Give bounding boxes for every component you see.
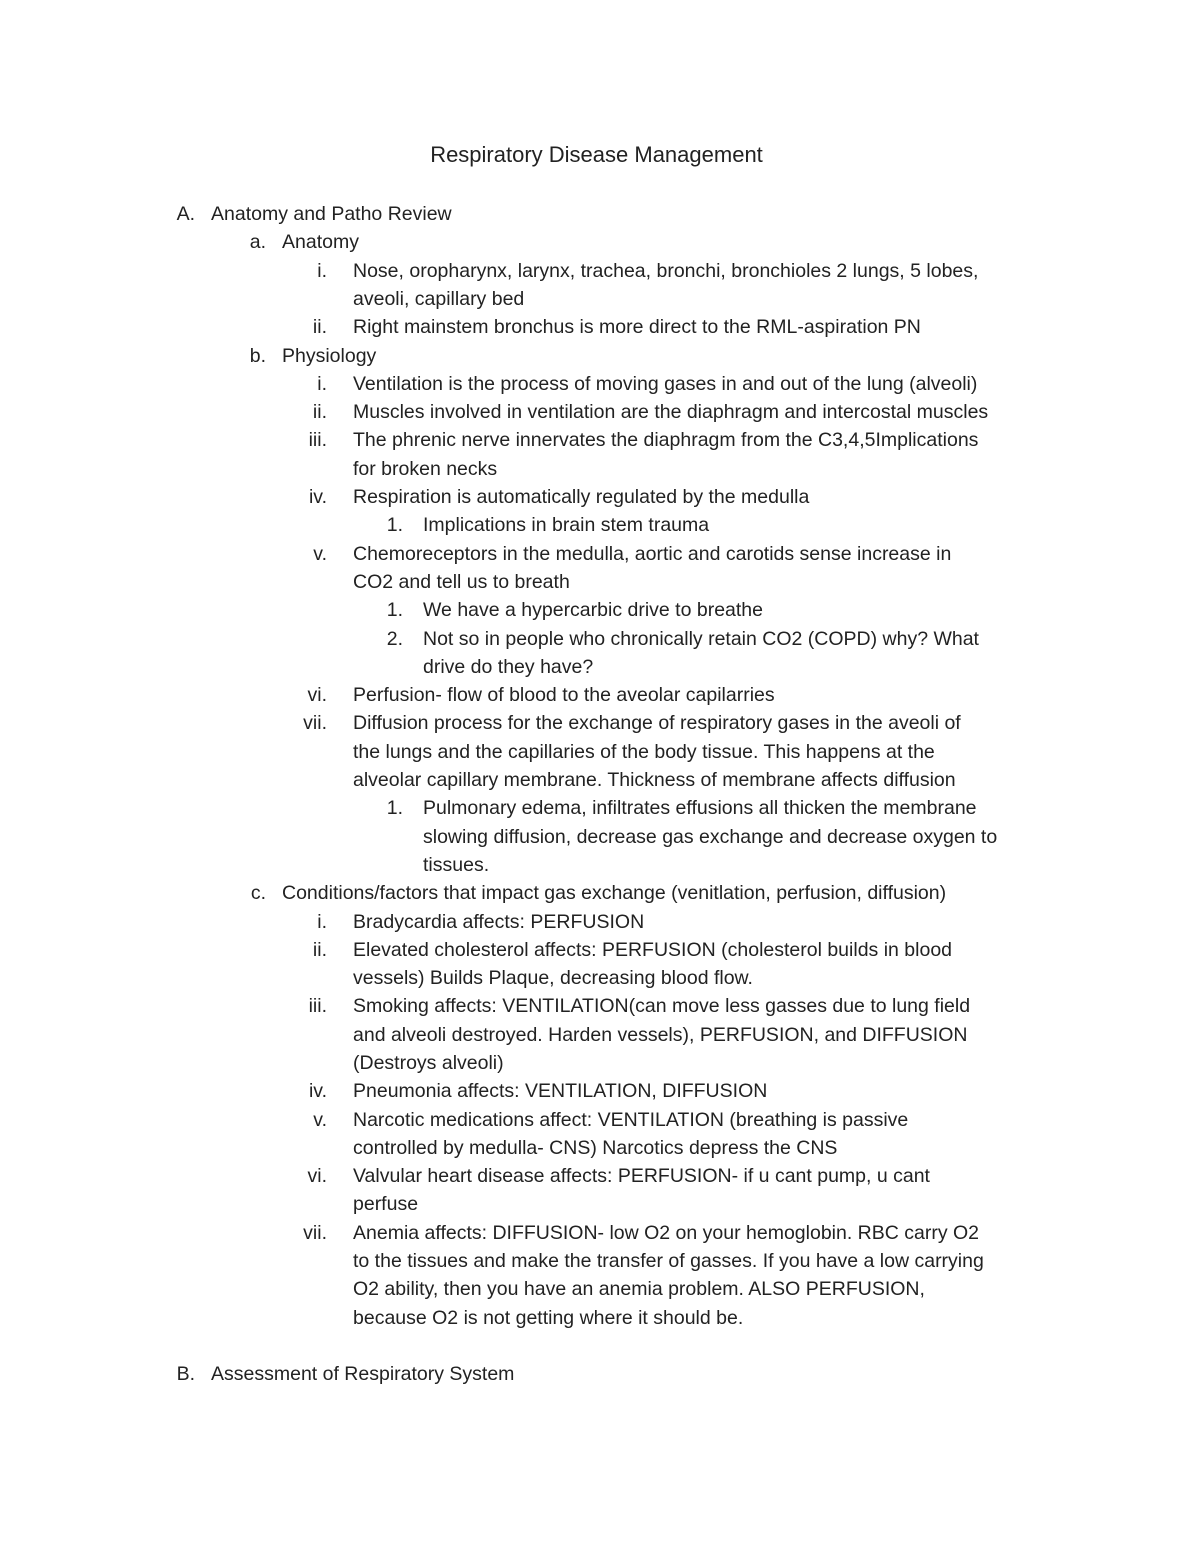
item-text-line: Diffusion process for the exchange of respiratory gases in the aveoli of <box>353 712 961 735</box>
item-text-line: Anatomy and Patho Review <box>211 203 452 225</box>
item-text-line: the lungs and the capillaries of the body tissue. This happens at the <box>353 740 935 763</box>
list-marker: v. <box>313 1108 327 1131</box>
item-text-line: Valvular heart disease affects: PERFUSION- if u cant pump, u cant <box>353 1165 930 1188</box>
item-text-line: vessels) Builds Plaque, decreasing blood flow. <box>353 967 753 990</box>
list-marker: vii. <box>303 1221 327 1244</box>
sub-list-item <box>386 625 979 682</box>
list-item <box>308 992 971 1077</box>
subsection-heading <box>249 228 359 256</box>
list-item <box>313 1106 909 1163</box>
item-text-line: Assessment of Respiratory System <box>211 1363 515 1386</box>
item-text-line: slowing diffusion, decrease gas exchange and decrease oxygen to <box>423 825 998 848</box>
item-text-line: O2 ability, then you have an anemia problem. ALSO PERFUSION, <box>353 1278 925 1301</box>
item-text-line: for broken necks <box>353 457 498 480</box>
list-marker: i. <box>317 372 327 395</box>
list-marker: 2. <box>386 627 403 650</box>
list-marker: A. <box>176 203 195 225</box>
item-text-line: Perfusion- flow of blood to the aveolar capilarries <box>353 684 775 707</box>
item-text-line: Right mainstem bronchus is more direct to the RML-aspiration PN <box>353 316 921 339</box>
item-text-line: Conditions/factors that impact gas exchange (venitlation, perfusion, diffusion) <box>282 882 947 905</box>
list-item <box>307 1162 930 1219</box>
list-marker: iii. <box>308 995 327 1018</box>
list-item <box>303 709 961 794</box>
sub-list-item <box>386 596 763 624</box>
list-marker: 1. <box>386 514 403 537</box>
item-text-line: Pneumonia affects: VENTILATION, DIFFUSION <box>353 1080 768 1103</box>
item-text-line: The phrenic nerve innervates the diaphragm from the C3,4,5Implications <box>353 429 979 452</box>
item-text-line: controlled by medulla- CNS) Narcotics depress the CNS <box>353 1136 838 1159</box>
list-marker: B. <box>176 1363 195 1386</box>
list-marker: i. <box>317 259 327 282</box>
list-item <box>308 1077 768 1105</box>
item-text-line: Anatomy <box>282 231 359 254</box>
item-text-line: Pulmonary edema, infiltrates effusions all thicken the membrane <box>423 797 977 820</box>
list-marker: 1. <box>386 797 403 820</box>
item-text-line: Physiology <box>282 344 377 367</box>
item-text-line: Implications in brain stem trauma <box>423 514 710 537</box>
list-item <box>317 908 645 936</box>
list-item <box>312 398 989 426</box>
list-marker: 1. <box>386 599 403 622</box>
list-item <box>308 426 979 483</box>
list-marker: c. <box>250 882 266 905</box>
item-text-line: and alveoli destroyed. Harden vessels), PERFUSION, and DIFFUSION <box>353 1023 968 1046</box>
sub-list-item <box>386 794 998 879</box>
list-item <box>303 1219 984 1332</box>
item-text-line: Bradycardia affects: PERFUSION <box>353 910 645 933</box>
item-text-line: CO2 and tell us to breath <box>353 570 570 593</box>
subsection-heading <box>249 342 377 370</box>
list-item <box>312 936 953 993</box>
item-text-line: aveoli, capillary bed <box>353 287 525 310</box>
item-text-line: tissues. <box>423 853 490 876</box>
list-item <box>312 313 921 341</box>
item-text-line: Not so in people who chronically retain CO2 (COPD) why? What <box>423 627 979 650</box>
item-text-line: Chemoreceptors in the medulla, aortic and carotids sense increase in <box>353 542 952 565</box>
item-text-line: Ventilation is the process of moving gases in and out of the lung (alveoli) <box>353 372 978 395</box>
item-text-line: Nose, oropharynx, larynx, trachea, bronchi, bronchioles 2 lungs, 5 lobes, <box>353 259 979 282</box>
item-text-line: We have a hypercarbic drive to breathe <box>423 599 763 622</box>
item-text-line: Narcotic medications affect: VENTILATION (breathing is passive <box>353 1108 909 1131</box>
list-marker: i. <box>317 910 327 933</box>
document-title: Respiratory Disease Management <box>430 142 763 167</box>
item-text-line: Respiration is automatically regulated by the medulla <box>353 486 810 508</box>
list-marker: vii. <box>303 712 327 735</box>
item-text-line: perfuse <box>353 1193 419 1216</box>
list-item <box>317 370 978 398</box>
list-item <box>313 540 952 597</box>
item-text-line: Muscles involved in ventilation are the diaphragm and intercostal muscles <box>353 401 989 424</box>
list-marker: iii. <box>308 429 327 452</box>
list-marker: iv. <box>308 486 327 508</box>
section-heading <box>176 200 452 228</box>
list-marker: b. <box>249 344 266 367</box>
item-text-line: because O2 is not getting where it should be. <box>353 1306 744 1329</box>
list-marker: ii. <box>312 938 327 961</box>
list-marker: ii. <box>312 316 327 339</box>
item-text-line: to the tissues and make the transfer of gasses. If you have a low carrying <box>353 1250 984 1273</box>
list-marker: vi. <box>307 1165 327 1188</box>
list-item <box>317 257 979 314</box>
item-text-line: Smoking affects: VENTILATION(can move less gasses due to lung field <box>353 995 971 1018</box>
section-heading <box>176 1360 515 1388</box>
list-marker: ii. <box>312 401 327 424</box>
list-item <box>308 483 810 511</box>
item-text-line: drive do they have? <box>423 655 594 678</box>
item-text-line: Elevated cholesterol affects: PERFUSION (cholesterol builds in blood <box>353 938 953 961</box>
list-marker: v. <box>313 542 327 565</box>
sub-list-item <box>386 511 710 539</box>
subsection-heading <box>250 879 947 907</box>
item-text-line: alveolar capillary membrane. Thickness of membrane affects diffusion <box>353 768 956 791</box>
list-marker: a. <box>249 231 266 254</box>
list-marker: vi. <box>307 684 327 707</box>
list-marker: iv. <box>308 1080 327 1103</box>
item-text-line: Anemia affects: DIFFUSION- low O2 on your hemoglobin. RBC carry O2 <box>353 1221 980 1244</box>
list-item <box>307 681 775 709</box>
item-text-line: (Destroys alveoli) <box>353 1051 504 1074</box>
